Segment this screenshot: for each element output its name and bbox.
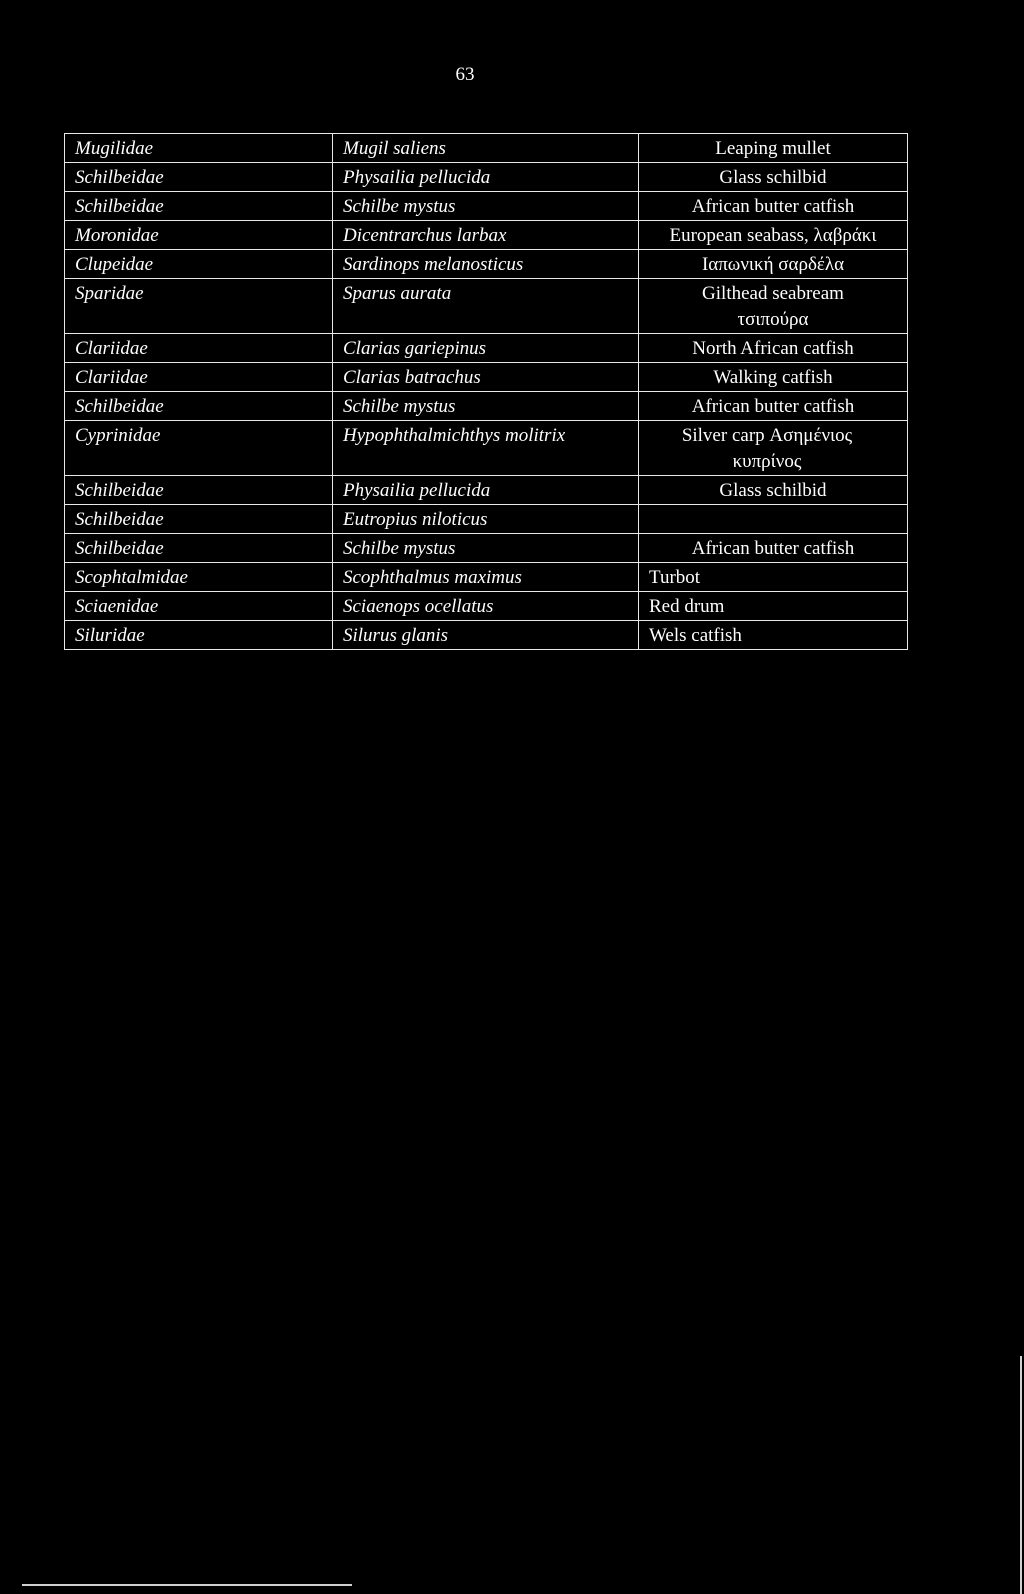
family-cell: Schilbeidae — [65, 534, 333, 563]
common-name-cell: African butter catfish — [639, 192, 908, 221]
family-cell: Schilbeidae — [65, 505, 333, 534]
species-cell: Schilbe mystus — [333, 192, 639, 221]
common-name-cell: Red drum — [639, 592, 908, 621]
family-cell: Cyprinidae — [65, 421, 333, 476]
common-name-cell: Silver carp Ασημένιος κυπρίνος — [639, 421, 908, 476]
species-cell: Hypophthalmichthys molitrix — [333, 421, 639, 476]
table-row — [65, 363, 908, 392]
species-cell: Silurus glanis — [333, 621, 639, 650]
species-cell: Dicentrarchus larbax — [333, 221, 639, 250]
species-cell: Schilbe mystus — [333, 534, 639, 563]
family-cell: Mugilidae — [65, 134, 333, 163]
family-cell: Schilbeidae — [65, 192, 333, 221]
table-row — [65, 621, 908, 650]
family-cell: Schilbeidae — [65, 476, 333, 505]
species-cell: Physailia pellucida — [333, 163, 639, 192]
table-row — [65, 334, 908, 363]
family-cell: Clupeidae — [65, 250, 333, 279]
species-table — [64, 133, 908, 650]
species-cell: Scophthalmus maximus — [333, 563, 639, 592]
family-cell: Schilbeidae — [65, 392, 333, 421]
common-name-cell: North African catfish — [639, 334, 908, 363]
footnote-divider — [22, 1584, 352, 1586]
table-row — [65, 592, 908, 621]
species-cell: Sparus aurata — [333, 279, 639, 334]
family-cell: Clariidae — [65, 334, 333, 363]
common-name-cell: European seabass, λαβράκι — [639, 221, 908, 250]
species-cell: Physailia pellucida — [333, 476, 639, 505]
table-row — [65, 163, 908, 192]
common-name-cell: Turbot — [639, 563, 908, 592]
species-cell: Sardinops melanosticus — [333, 250, 639, 279]
common-name-cell: Glass schilbid — [639, 476, 908, 505]
common-name-cell: Ιαπωνική σαρδέλα — [639, 250, 908, 279]
table-row — [65, 392, 908, 421]
table-row — [65, 134, 908, 163]
common-name-cell: Wels catfish — [639, 621, 908, 650]
table-row — [65, 221, 908, 250]
common-name-cell: Leaping mullet — [639, 134, 908, 163]
table-row — [65, 250, 908, 279]
family-cell: Sparidae — [65, 279, 333, 334]
table-row — [65, 279, 908, 334]
table-row — [65, 505, 908, 534]
page-edge-line — [1020, 1356, 1022, 1594]
table-row — [65, 192, 908, 221]
species-cell: Eutropius niloticus — [333, 505, 639, 534]
common-name-cell: Gilthead seabream τσιπούρα — [639, 279, 908, 334]
family-cell: Clariidae — [65, 363, 333, 392]
species-cell: Mugil saliens — [333, 134, 639, 163]
species-cell: Clarias gariepinus — [333, 334, 639, 363]
species-cell: Schilbe mystus — [333, 392, 639, 421]
family-cell: Schilbeidae — [65, 163, 333, 192]
common-name-cell: Glass schilbid — [639, 163, 908, 192]
table-row — [65, 563, 908, 592]
common-name-cell: Walking catfish — [639, 363, 908, 392]
table-row — [65, 476, 908, 505]
family-cell: Siluridae — [65, 621, 333, 650]
family-cell: Scophtalmidae — [65, 563, 333, 592]
table-row — [65, 534, 908, 563]
page-number: 63 — [455, 64, 475, 85]
family-cell: Moronidae — [65, 221, 333, 250]
common-name-cell: African butter catfish — [639, 534, 908, 563]
species-cell: Sciaenops ocellatus — [333, 592, 639, 621]
table-row — [65, 421, 908, 476]
common-name-cell: African butter catfish — [639, 392, 908, 421]
family-cell: Sciaenidae — [65, 592, 333, 621]
species-cell: Clarias batrachus — [333, 363, 639, 392]
common-name-cell — [639, 505, 908, 534]
